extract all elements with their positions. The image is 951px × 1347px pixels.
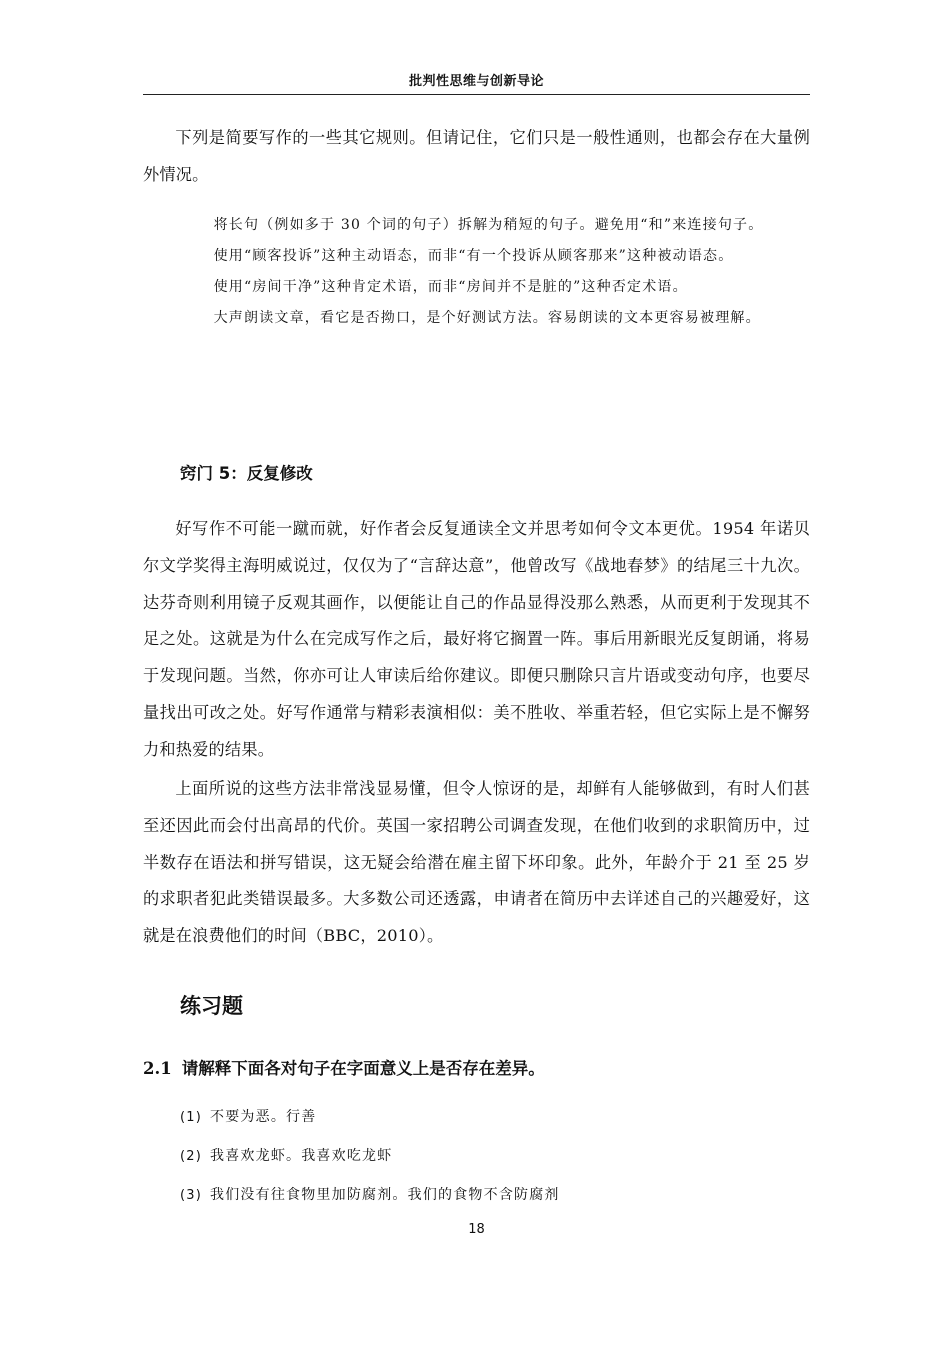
header-divider — [143, 94, 810, 95]
item-marker: (1) — [180, 1110, 203, 1125]
intro-paragraph: 下列是简要写作的一些其它规则。但请记住，它们只是一般性通则，也都会存在大量例外情况。 — [143, 128, 810, 184]
item-marker: (3) — [180, 1188, 203, 1203]
rules-list — [180, 210, 790, 334]
rule-item: 将长句（例如多于 30 个词的句子）拆解为稍短的句子。避免用“和”来连接句子。 — [213, 217, 764, 233]
exercise-item — [180, 1176, 780, 1215]
exercise-item — [180, 1137, 780, 1176]
exercise-item — [180, 1098, 780, 1137]
body-paragraph: 上面所说的这些方法非常浅显易懂，但令人惊讶的是，却鲜有人能够做到，有时人们甚至还因此而会付出高昂的代价。英国一家招聘公司调查发现，在他们收到的求职简历中，过半数存在语法和拼写错误，这无疑会给潜在雇主留下坏印象。此外，年龄介于 21 至 25 岁的求职者犯此类错误最多。大多数公司还透露，申请者在简历中去详述自己的兴趣爱好，这就是在浪费他们的时间（BBC，2010）。 — [143, 779, 810, 946]
exercise-items — [180, 1098, 780, 1215]
question-text: 请解释下面各对句子在字面意义上是否存在差异。 — [181, 1059, 545, 1078]
section-heading: 窍门 5：反复修改 — [180, 464, 313, 483]
question-number: 2.1 — [143, 1059, 172, 1078]
body-paragraph: 好写作不可能一蹴而就，好作者会反复通读全文并思考如何令文本更优。1954 年诺贝尔文学奖得主海明威说过，仅仅为了“言辞达意”，他曾改写《战地春梦》的结尾三十九次。达芬奇则利用镜子反观其画作，以便能让自己的作品显得没那么熟悉，从而更利于发现其不足之处。这就是为什么在完成写作之后，最好将它搁置一阵。事后用新眼光反复朗诵，将易于发现问题。当然，你亦可让人审读后给你建议。即便只删除只言片语或变动句序，也要尽量找出可改之处。好写作通常与精彩表演相似：美不胜收、举重若轻，但它实际上是不懈努力和热爱的结果。 — [143, 519, 810, 759]
page-number: 18 — [468, 1222, 485, 1237]
question-heading — [143, 1055, 545, 1079]
rule-item: 使用“顾客投诉”这种主动语态，而非“有一个投诉从顾客那来”这种被动语态。 — [213, 248, 734, 264]
item-text: 不要为恶。行善 — [210, 1109, 317, 1125]
item-marker: (2) — [180, 1149, 203, 1164]
rule-item: 使用“房间干净”这种肯定术语，而非“房间并不是脏的”这种否定术语。 — [213, 279, 688, 295]
item-text: 我喜欢龙虾。我喜欢吃龙虾 — [210, 1148, 393, 1164]
rule-item: 大声朗读文章，看它是否拗口，是个好测试方法。容易朗读的文本更容易被理解。 — [213, 310, 761, 326]
running-header: 批判性思维与创新导论 — [408, 74, 544, 89]
exercises-heading: 练习题 — [180, 994, 243, 1018]
item-text: 我们没有往食物里加防腐剂。我们的食物不含防腐剂 — [210, 1187, 560, 1203]
